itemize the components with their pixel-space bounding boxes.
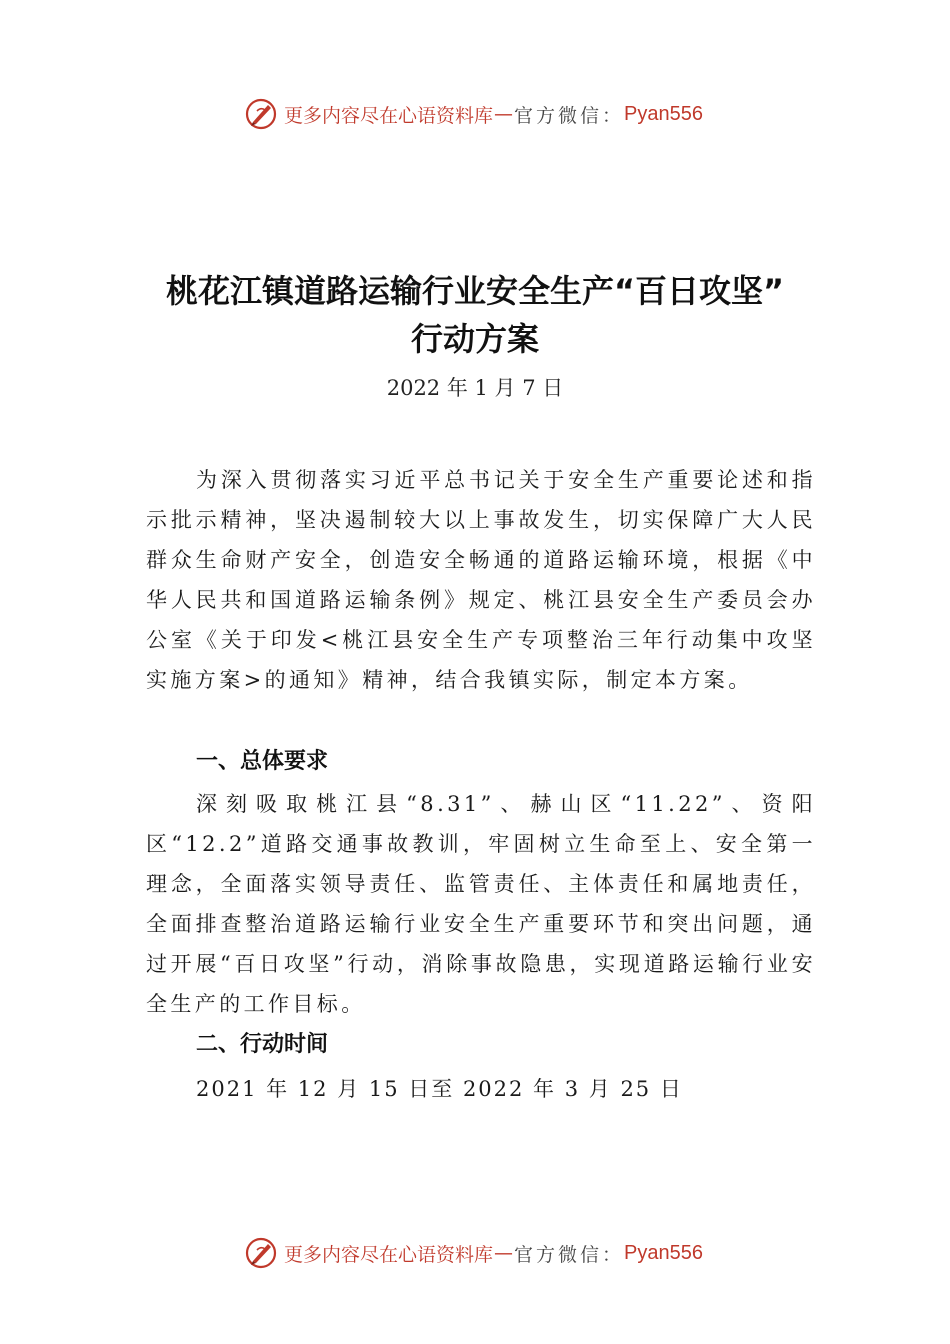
section-body-general-requirements: 深刻吸取桃江县“8.31”、赫山区“11.22”、资阳区“12.2”道路交通事故教训，牢固树立生命至上、安全第一理念，全面落实领导责任、监管责任、主体责任和属地责任，全面排查整治道路运输行业安全生产重要环节和突出问题，通过开展“百日攻坚”行动，消除事故隐患，实现道路运输行业安全生产的工作目标。	[146, 792, 816, 1016]
section-heading-action-time: 二、行动时间	[196, 1032, 329, 1057]
watermark-wechat-label: 官方微信：	[514, 1243, 625, 1266]
pen-logo-icon	[244, 97, 278, 131]
watermark-site-name: 更多内容尽在心语资料库	[284, 1243, 494, 1266]
document-title-line1: 桃花江镇道路运输行业安全生产“百日攻坚”	[165, 272, 785, 310]
pen-logo-icon	[244, 1236, 278, 1270]
watermark-separator: —	[494, 103, 514, 125]
document-title-line2: 行动方案	[410, 320, 539, 358]
watermark-banner-top	[244, 96, 703, 132]
watermark-wechat-id: Pyan556	[624, 102, 703, 125]
intro-paragraph: 为深入贯彻落实习近平总书记关于安全生产重要论述和指示批示精神，坚决遏制较大以上事故发生，切实保障广大人民群众生命财产安全，创造安全畅通的道路运输环境，根据《中华人民共和国道路运输条例》规定、桃江县安全生产委员会办公室《关于印发<桃江县安全生产专项整治三年行动集中攻坚实施方案>的通知》精神，结合我镇实际，制定本方案。	[146, 468, 816, 692]
section-body-action-time: 2021 年 12 月 15 日至 2022 年 3 月 25 日	[196, 1077, 683, 1101]
section-heading-general-requirements: 一、总体要求	[196, 749, 329, 774]
watermark-banner-bottom	[244, 1235, 703, 1271]
watermark-separator: —	[494, 1242, 514, 1264]
document-date: 2022 年 1 月 7 日	[386, 376, 564, 400]
watermark-site-name: 更多内容尽在心语资料库	[284, 104, 494, 127]
watermark-wechat-id: Pyan556	[624, 1241, 703, 1264]
watermark-wechat-label: 官方微信：	[514, 104, 625, 127]
